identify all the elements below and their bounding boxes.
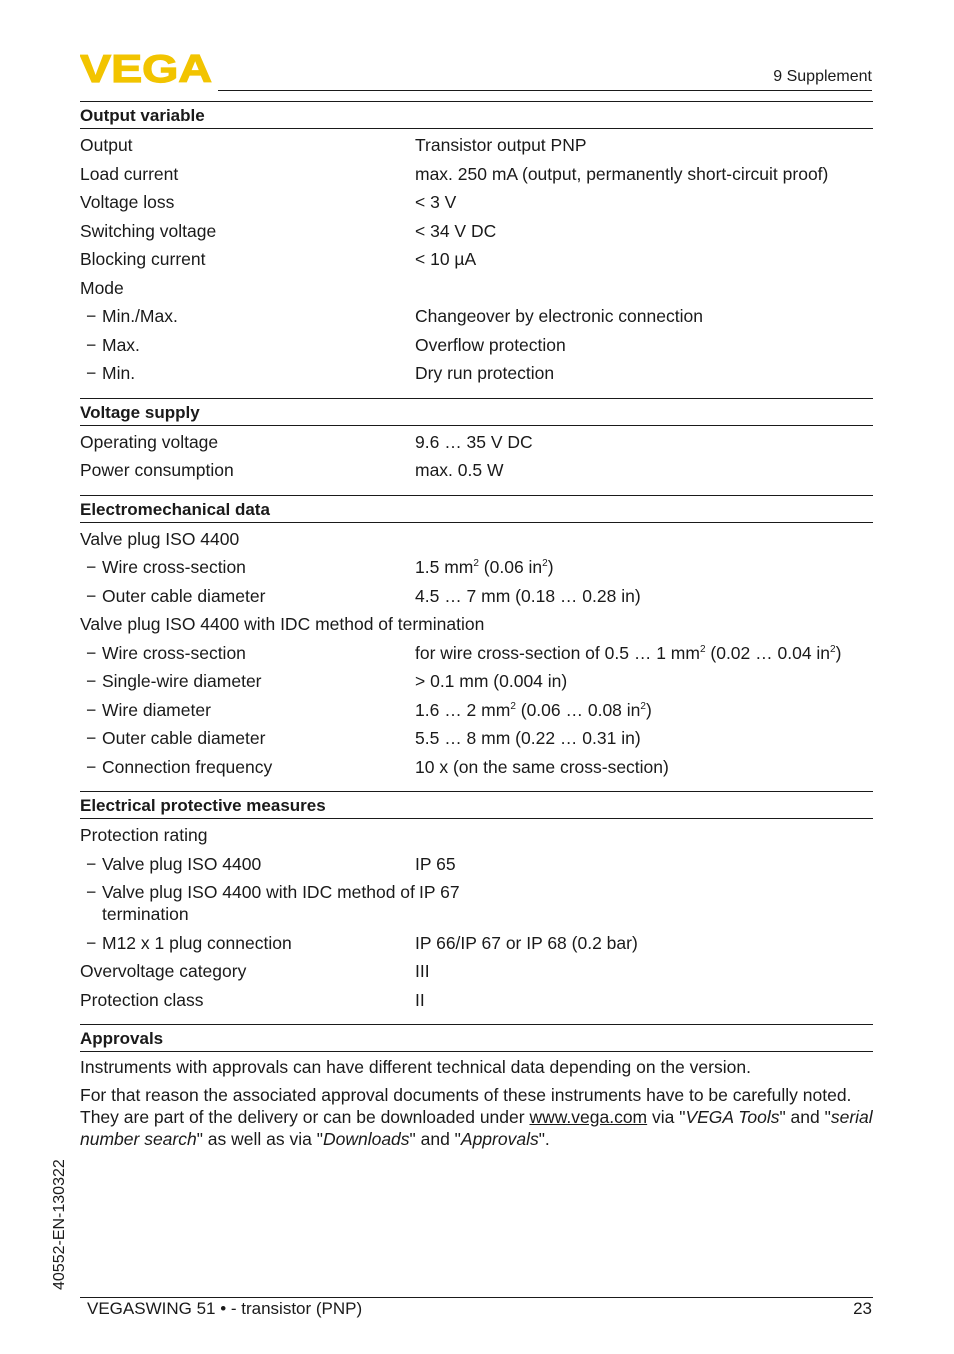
spec-value — [415, 277, 873, 299]
spec-label: Voltage loss — [80, 192, 175, 212]
spec-subrow — [80, 850, 873, 879]
spec-value: 9.6 … 35 V DC — [415, 431, 533, 452]
spec-label: Operating voltage — [80, 431, 219, 452]
spec-label: Valve plug ISO 4400 with IDC method of termination — [80, 614, 485, 634]
spec-subrow — [80, 302, 873, 331]
spec-label: Valve plug ISO 4400 — [102, 853, 262, 874]
section-heading: Output variable — [80, 101, 873, 129]
spec-content — [80, 101, 873, 1160]
approvals-paragraph: For that reason the associated approval documents of these instruments have to be carefully noted. They are part of the delivery or can be downloaded under www.vega.com via "VEGA Tools" and "serial number search" as well as via "Downloads" and "Approvals". — [80, 1085, 873, 1149]
spec-label: Min./Max. — [102, 306, 178, 326]
spec-group-label — [80, 610, 873, 639]
spec-label: Wire cross-section — [102, 557, 246, 577]
spec-value: 1.6 … 2 $mm^2$ (0.06 … 0.08 $in^2$) — [415, 699, 652, 720]
spec-value: Transistor output PNP — [415, 135, 587, 155]
svg-text:VEGA: VEGA — [80, 52, 212, 84]
section-heading: Electrical protective measures — [80, 791, 873, 819]
spec-value: Overflow protection — [415, 334, 566, 355]
dash-bullet: − — [86, 585, 97, 606]
spec-label: Output — [80, 135, 133, 155]
spec-row — [80, 217, 873, 246]
spec-value: 5.5 … 8 mm (0.22 … 0.31 in) — [415, 728, 641, 748]
spec-subrow — [80, 696, 873, 725]
spec-label: Protection rating — [80, 825, 208, 845]
spec-value: IP 67 — [419, 882, 460, 902]
spec-label: Connection frequency — [102, 756, 273, 777]
spec-row — [80, 821, 873, 850]
spec-subrow — [80, 359, 873, 388]
spec-row — [80, 274, 873, 303]
spec-subrow — [80, 331, 873, 360]
section-electromechanical-data — [80, 495, 873, 782]
spec-row — [80, 456, 873, 485]
spec-label: Outer cable diameter — [102, 585, 266, 606]
document-id: 40552-EN-130322 — [51, 1159, 68, 1290]
spec-value: < 34 V DC — [415, 220, 497, 241]
dash-bullet: − — [86, 557, 97, 577]
spec-value: < 10 µA — [415, 249, 477, 269]
vega-website-link[interactable]: www.vega.com — [529, 1107, 648, 1127]
dash-bullet: − — [86, 306, 97, 326]
spec-label: Single-wire diameter — [102, 671, 262, 691]
header-rule — [218, 90, 872, 91]
spec-value: max. 0.5 W — [415, 460, 504, 480]
spec-subrow — [80, 753, 873, 782]
spec-label: Max. — [102, 334, 140, 355]
spec-subrow — [80, 667, 873, 696]
spec-value: max. 250 mA (output, permanently short-circuit proof) — [415, 163, 829, 184]
section-approvals — [80, 1024, 873, 1150]
spec-row — [80, 131, 873, 160]
dash-bullet: − — [86, 363, 97, 383]
section-label: 9 Supplement — [773, 68, 872, 85]
section-heading: Voltage supply — [80, 398, 873, 426]
spec-subrow — [80, 639, 873, 668]
spec-label: Min. — [102, 363, 136, 383]
spec-label: Power consumption — [80, 460, 234, 480]
dash-bullet: − — [86, 756, 97, 777]
page-number: 23 — [853, 1299, 872, 1318]
spec-value: for wire cross-section of 0.5 … 1 $mm^2$ (0.02 … 0.04 $in^2$) — [415, 642, 842, 663]
dash-bullet: − — [86, 932, 97, 953]
spec-label: Protection class — [80, 989, 204, 1010]
spec-row — [80, 160, 873, 189]
dash-bullet: − — [86, 334, 97, 355]
spec-value: 4.5 … 7 mm (0.18 … 0.28 in) — [415, 585, 641, 606]
dash-bullet: − — [86, 699, 97, 720]
spec-label: Outer cable diameter — [102, 728, 266, 748]
spec-value: > 0.1 mm (0.004 in) — [415, 671, 568, 691]
spec-row — [80, 428, 873, 457]
vega-logo — [80, 52, 212, 84]
spec-value: IP 66/IP 67 or IP 68 (0.2 bar) — [415, 932, 638, 953]
spec-label: Mode — [80, 277, 124, 298]
dash-bullet: − — [86, 671, 97, 691]
section-voltage-supply — [80, 398, 873, 485]
spec-label: Valve plug ISO 4400 — [80, 528, 240, 549]
approvals-paragraph: Instruments with approvals can have different technical data depending on the version. — [80, 1057, 751, 1077]
dash-bullet: − — [86, 642, 97, 663]
spec-value: III — [415, 961, 430, 981]
spec-row — [80, 188, 873, 217]
spec-row — [80, 957, 873, 986]
spec-value: 10 x (on the same cross-section) — [415, 756, 669, 777]
dash-bullet: − — [86, 882, 97, 902]
footer-product: VEGASWING 51 • - transistor (PNP) — [87, 1299, 363, 1318]
spec-value: IP 65 — [415, 853, 456, 874]
spec-row — [80, 986, 873, 1015]
dash-bullet: − — [86, 853, 97, 874]
spec-label: Switching voltage — [80, 220, 217, 241]
spec-label: Wire diameter — [102, 699, 211, 720]
spec-label: Load current — [80, 163, 179, 184]
spec-row — [80, 245, 873, 274]
section-heading: Electromechanical data — [80, 495, 873, 523]
section-heading: Approvals — [80, 1024, 873, 1052]
spec-group-label — [80, 525, 873, 554]
spec-label: Overvoltage category — [80, 961, 247, 981]
section-output-variable — [80, 101, 873, 388]
spec-subrow — [80, 929, 873, 958]
spec-value: Changeover by electronic connection — [415, 306, 703, 326]
spec-subrow — [80, 553, 873, 582]
spec-label: Blocking current — [80, 249, 206, 269]
spec-subrow — [80, 724, 873, 753]
spec-subrow — [80, 878, 873, 929]
spec-value — [415, 824, 873, 846]
spec-value: II — [415, 989, 425, 1010]
spec-value: 1.5 $mm^2$ (0.06 $in^2$) — [415, 557, 554, 577]
spec-label: Wire cross-section — [102, 642, 246, 663]
dash-bullet: − — [86, 728, 97, 748]
spec-value: < 3 V — [415, 192, 457, 212]
spec-label: M12 x 1 plug connection — [102, 932, 292, 953]
spec-value: Dry run protection — [415, 363, 555, 383]
section-electrical-protective-measures — [80, 791, 873, 1014]
spec-label: Valve plug ISO 4400 with IDC method of termination — [102, 882, 415, 924]
spec-subrow — [80, 582, 873, 611]
